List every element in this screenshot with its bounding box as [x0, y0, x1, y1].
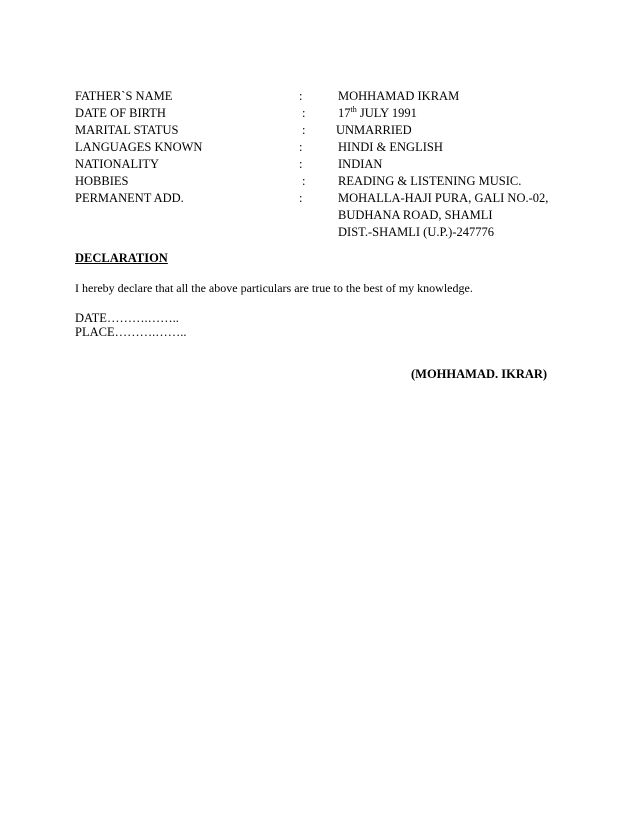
dob-month-year: JULY 1991 — [356, 106, 417, 120]
detail-colon: : — [299, 157, 303, 171]
detail-label: FATHER`S NAME — [75, 89, 173, 103]
declaration-heading: DECLARATION — [75, 251, 168, 265]
detail-label: DATE OF BIRTH — [75, 106, 166, 120]
signature-name: (MOHHAMAD. IKRAR) — [411, 367, 548, 381]
detail-label: LANGUAGES KNOWN — [75, 140, 203, 154]
detail-row-nationality — [0, 156, 638, 173]
detail-label: NATIONALITY — [75, 157, 160, 171]
detail-value: MOHALLA-HAJI PURA, GALI NO.-02, — [338, 191, 549, 205]
detail-colon: : — [299, 191, 303, 205]
detail-row-permanent-address — [0, 190, 638, 207]
detail-label: PERMANENT ADD. — [75, 191, 184, 205]
dob-suffix: th — [350, 104, 357, 114]
detail-colon: : — [299, 140, 303, 154]
detail-colon: : — [299, 89, 303, 103]
address-line-2: BUDHANA ROAD, SHAMLI — [338, 208, 493, 222]
detail-row-fathers-name — [0, 88, 638, 105]
detail-label: MARITAL STATUS — [75, 123, 179, 137]
detail-label: HOBBIES — [75, 174, 129, 188]
detail-row-hobbies — [0, 173, 638, 190]
detail-value: READING & LISTENING MUSIC. — [338, 174, 522, 188]
dob-day: 17 — [338, 106, 351, 120]
detail-value: HINDI & ENGLISH — [338, 140, 443, 154]
detail-value: UNMARRIED — [336, 123, 412, 137]
detail-colon: : — [302, 106, 306, 120]
declaration-text: I hereby declare that all the above particulars are true to the best of my knowledge. — [75, 281, 473, 295]
address-line-3: DIST.-SHAMLI (U.P.)-247776 — [338, 225, 495, 239]
declaration-place: PLACE……….…….. — [75, 325, 187, 339]
detail-value: MOHHAMAD IKRAM — [338, 89, 460, 103]
detail-colon: : — [302, 123, 306, 137]
declaration-date: DATE……….…….. — [75, 311, 179, 325]
detail-value: INDIAN — [338, 157, 383, 171]
detail-row-languages-known — [0, 139, 638, 156]
detail-colon: : — [302, 174, 306, 188]
detail-row-date-of-birth — [0, 105, 638, 122]
detail-value — [338, 105, 417, 122]
detail-row-marital-status — [0, 122, 638, 139]
